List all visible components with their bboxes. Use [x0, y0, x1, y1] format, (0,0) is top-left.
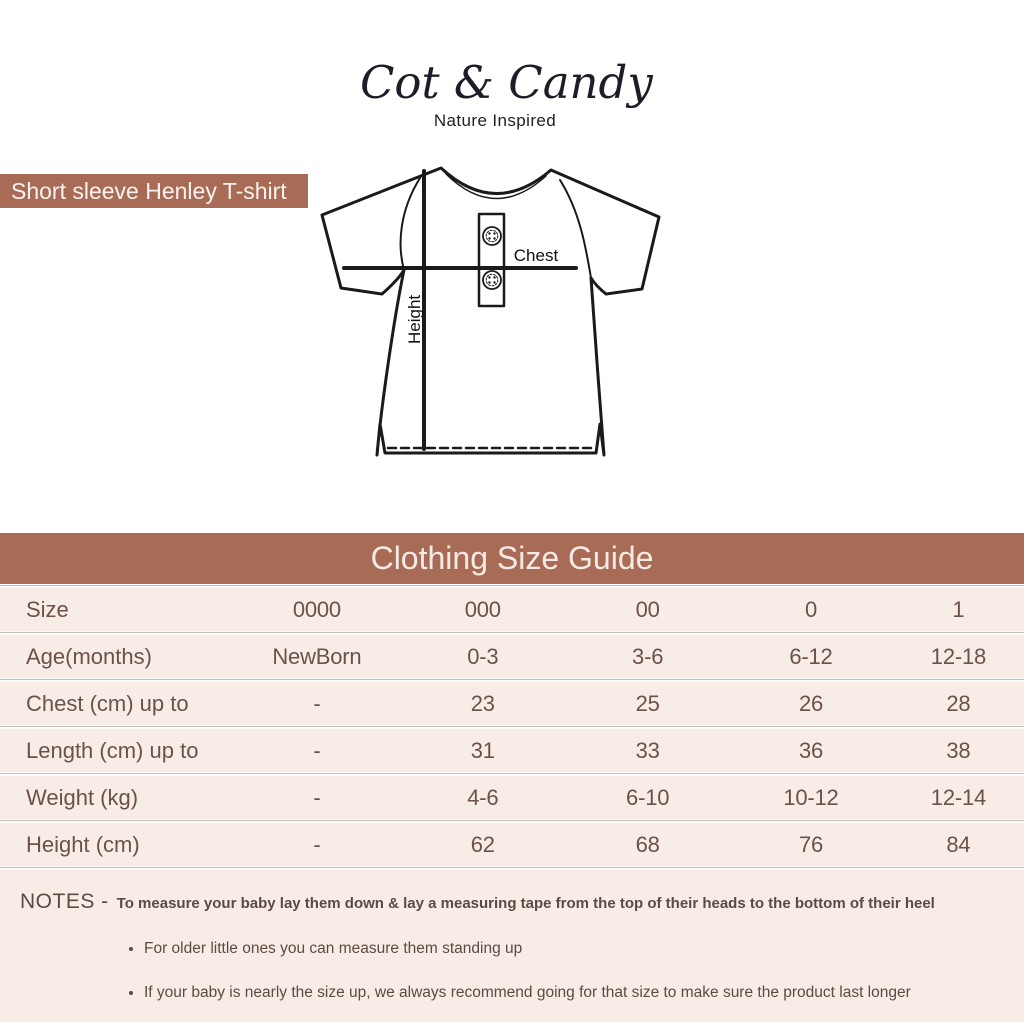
chest-label: Chest: [513, 246, 559, 265]
row-height: [0, 823, 1024, 866]
brand-tagline: Nature Inspired: [433, 111, 557, 130]
row-label: Length (cm) up to: [26, 737, 199, 763]
row-chest: [0, 682, 1024, 725]
cell-value: 12-14: [930, 784, 987, 810]
cell-value: -: [313, 690, 321, 716]
cell-value: 38: [946, 737, 971, 763]
cell-value: 25: [635, 690, 660, 716]
cell-value: 0000: [292, 596, 341, 622]
cell-value: 62: [470, 831, 495, 857]
product-name-badge: Short sleeve Henley T-shirt: [0, 174, 308, 208]
cell-value: 26: [798, 690, 824, 716]
cell-value: 6-10: [626, 784, 670, 810]
row-label: Size: [26, 596, 69, 622]
cell-value: 33: [635, 737, 660, 763]
cell-value: -: [313, 831, 321, 857]
cell-value: 00: [635, 596, 660, 622]
size-guide-title: Clothing Size Guide: [0, 533, 1024, 584]
cell-value: 76: [798, 831, 824, 857]
cell-value: 0-3: [467, 643, 499, 669]
cell-value: 4-6: [467, 784, 499, 810]
size-guide-section: [0, 533, 1024, 870]
cell-value: 6-12: [789, 643, 833, 669]
cell-value: 31: [470, 737, 495, 763]
cell-value: 3-6: [632, 643, 664, 669]
notes-heading: NOTES -: [20, 890, 109, 913]
cell-value: 36: [798, 737, 824, 763]
cell-value: 23: [470, 690, 495, 716]
brand-name: Cot & Candy: [360, 56, 653, 109]
row-weight: [0, 776, 1024, 819]
tshirt-diagram: [308, 148, 668, 478]
brand-logo: [360, 56, 653, 131]
cell-value: 68: [635, 831, 660, 857]
notes-list: [20, 940, 1006, 1002]
row-age: [0, 635, 1024, 678]
notes-intro: To measure your baby lay them down & lay a measuring tape from the top of their heads to the bottom of their heel: [116, 895, 935, 912]
row-length: [0, 729, 1024, 772]
row-label: Height (cm): [26, 831, 140, 857]
row-size: [0, 588, 1024, 631]
notes-bullet: • For older little ones you can measure them standing up: [144, 940, 1006, 958]
row-label: Weight (kg): [26, 784, 139, 810]
button-icon: [483, 271, 501, 289]
size-guide-table: [0, 584, 1024, 870]
cell-value: 10-12: [783, 784, 839, 810]
button-icon: [483, 227, 501, 245]
cell-value: -: [313, 784, 321, 810]
notes-bullet: • If your baby is nearly the size up, we always recommend going for that size to make sure the product last longer: [144, 984, 1006, 1002]
tshirt-outline: [322, 168, 659, 455]
row-label: Age(months): [26, 643, 152, 669]
row-label: Chest (cm) up to: [26, 690, 189, 716]
notes-section: [0, 870, 1024, 1022]
cell-value: 28: [946, 690, 971, 716]
cell-value: 0: [804, 596, 817, 622]
height-label: Height: [405, 294, 424, 344]
cell-value: 1: [952, 596, 965, 622]
cell-value: 000: [464, 596, 501, 622]
cell-value: 12-18: [930, 643, 987, 669]
cell-value: -: [313, 737, 321, 763]
cell-value: 84: [946, 831, 971, 857]
cell-value: NewBorn: [272, 643, 362, 669]
